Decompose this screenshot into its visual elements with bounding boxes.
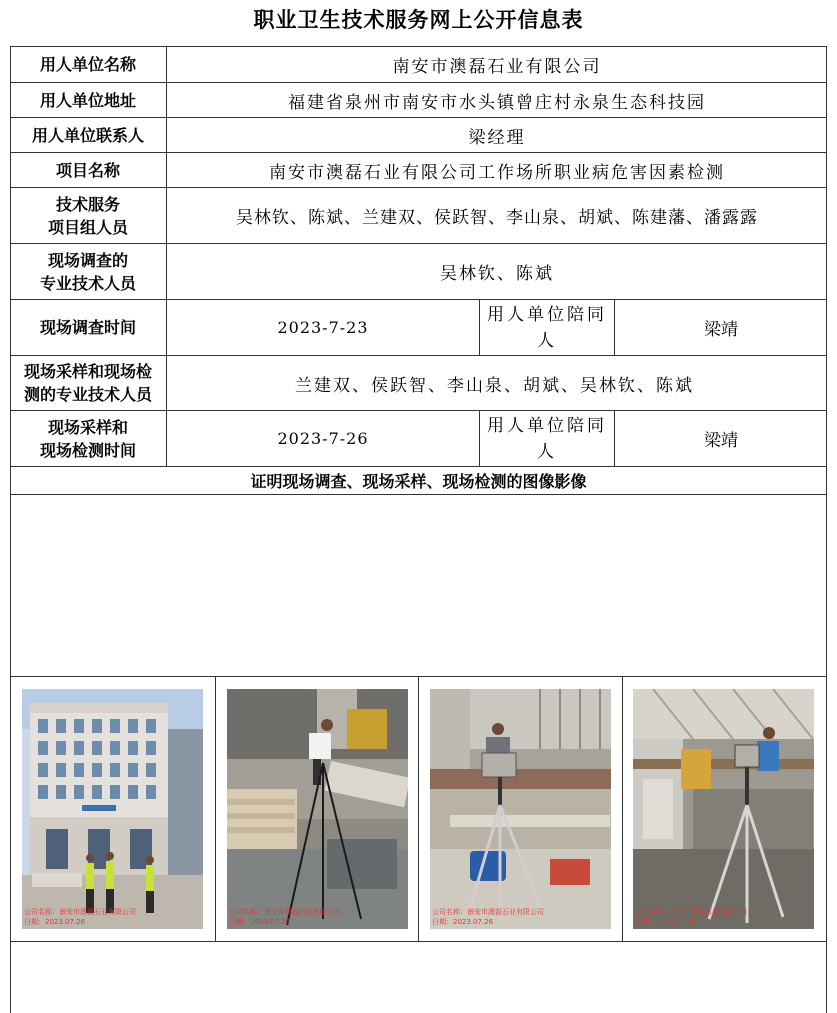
- unit-address-value: 福建省泉州市南安市水头镇曾庄村永泉生态科技园: [288, 92, 706, 113]
- sampling-staff-label: [10, 356, 167, 410]
- project-team-label: [10, 188, 167, 243]
- photo-3-watermark-date: 日期：2023.07.26: [432, 918, 494, 926]
- unit-contact-value: 梁经理: [468, 127, 526, 148]
- sampling-staff-label-line2: 测的专业技术人员: [23, 385, 152, 404]
- survey-time-value: 2023-7-23: [277, 318, 369, 337]
- unit-contact-label: 用人单位联系人: [10, 118, 167, 152]
- sampling-time-value: 2023-7-26: [277, 429, 369, 448]
- survey-staff-label-line1: 现场调查的: [47, 250, 128, 270]
- survey-time-label: 现场调查时间: [10, 300, 167, 355]
- sampling-staff-label-line1: 现场采样和现场检: [23, 362, 152, 381]
- section-title: 证明现场调查、现场采样、现场检测的图像影像: [250, 472, 587, 491]
- project-team-label-line2: 项目组人员: [47, 217, 128, 237]
- row-unit-address: [10, 83, 827, 118]
- project-team-value: 吴林钦、陈斌、兰建双、侯跃智、李山泉、胡斌、陈建藩、潘露露: [236, 208, 758, 228]
- row-sampling-time: [10, 411, 827, 467]
- sampling-staff-value: 兰建双、侯跃智、李山泉、胡斌、吴林钦、陈斌: [295, 375, 694, 396]
- photo-cell-2: [216, 677, 419, 941]
- sampling-time-label: [10, 411, 167, 466]
- photo-building-exterior: [22, 689, 203, 929]
- photo-strip: [10, 676, 827, 942]
- row-section-title: [10, 467, 827, 495]
- row-project-name: [10, 153, 827, 188]
- sampling-companion-label: 用人单位陪同人: [479, 411, 615, 466]
- row-unit-contact: [10, 118, 827, 153]
- row-survey-staff: [10, 244, 827, 300]
- sampling-companion-value: 梁靖: [704, 431, 738, 451]
- photo-sampling-workshop: [430, 689, 611, 929]
- survey-companion-value: 梁靖: [704, 320, 738, 340]
- row-survey-time: [10, 300, 827, 356]
- project-name-value: 南安市澳磊石业有限公司工作场所职业病危害因素检测: [269, 162, 725, 183]
- unit-address-label: 用人单位地址: [10, 83, 167, 117]
- photo-4-watermark-company: 公司名称：南安市澳磊石业有限公司: [635, 908, 747, 916]
- photo-3-watermark-company: 公司名称：南安市澳磊石业有限公司: [432, 908, 544, 916]
- unit-name-label: 用人单位名称: [10, 47, 167, 82]
- project-name-label: 项目名称: [10, 153, 167, 187]
- row-sampling-staff: [10, 356, 827, 411]
- row-unit-name: [10, 47, 827, 83]
- sampling-time-label-line1: 现场采样和: [47, 417, 128, 437]
- photo-cell-3: [419, 677, 623, 941]
- survey-staff-value: 吴林钦、陈斌: [440, 264, 554, 284]
- photo-sampling-saw: [227, 689, 408, 929]
- row-project-team: [10, 188, 827, 244]
- project-team-label-line1: 技术服务: [55, 194, 120, 214]
- photo-detection-production-line: [633, 689, 814, 929]
- survey-staff-label-line2: 专业技术人员: [39, 273, 136, 293]
- document-title: 职业卫生技术服务网上公开信息表: [253, 8, 584, 32]
- photo-2-watermark-date: 日期：2023.07.26: [229, 918, 291, 926]
- photo-1-watermark-company: 公司名称：南安市澳磊石业有限公司: [24, 908, 136, 916]
- sampling-time-label-line2: 现场检测时间: [39, 440, 136, 460]
- survey-staff-label: [10, 244, 167, 299]
- photo-2-watermark-company: 公司名称：南安市澳磊石业有限公司: [229, 908, 341, 916]
- photo-1-watermark-date: 日期：2023.07.26: [24, 918, 86, 926]
- photo-cell-4: [623, 677, 827, 941]
- unit-name-value: 南安市澳磊石业有限公司: [392, 57, 602, 77]
- photo-cell-1: [10, 677, 216, 941]
- survey-companion-label: 用人单位陪同人: [479, 300, 615, 355]
- photo-4-watermark-date: 日期：2023.07.26: [635, 918, 697, 926]
